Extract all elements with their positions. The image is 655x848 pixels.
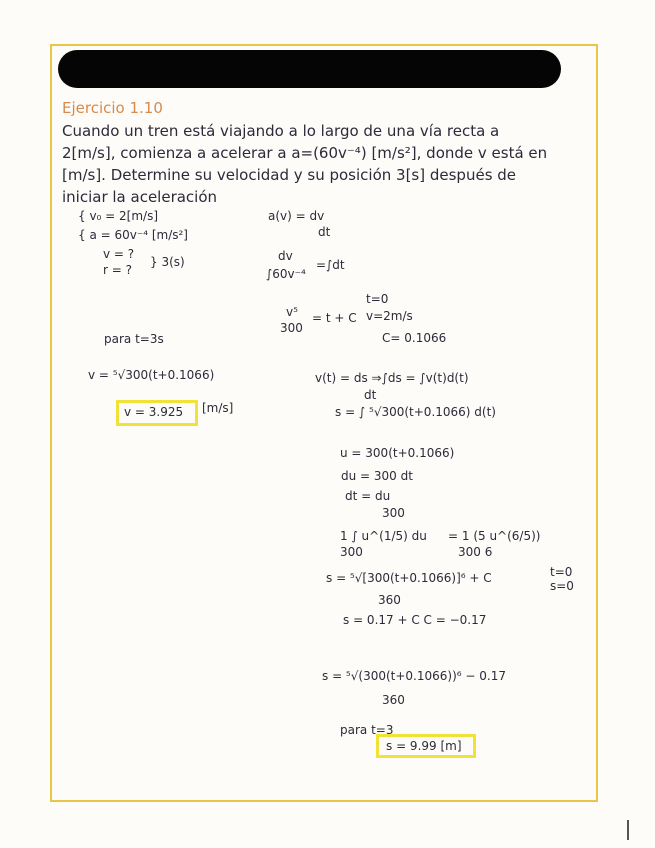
given-acceleration: { a = 60v⁻⁴ [m/s²] <box>78 228 188 242</box>
constant-c1: C= 0.1066 <box>382 331 447 345</box>
velocity-result: v = 3.925 <box>124 405 184 419</box>
ic-s: s=0 <box>550 579 574 593</box>
integral-u-right: = 1 (5 u^(6/5)) <box>448 529 541 543</box>
dt-expression: dt = du <box>345 489 391 503</box>
accel-def: a(v) = dv <box>268 209 325 223</box>
edge-mark <box>627 820 629 840</box>
velocity-formula: v = ⁵√300(t+0.1066) <box>88 368 215 382</box>
integral-num: dv <box>278 249 293 263</box>
integral-den: ∫60v⁻⁴ <box>266 267 306 281</box>
u-substitution: u = 300(t+0.1066) <box>340 446 455 460</box>
integral-rhs: =∫dt <box>316 258 345 272</box>
integral-u-left-den: 300 <box>340 545 363 559</box>
constant-c2: s = 0.17 + C C = −0.17 <box>343 613 487 627</box>
exercise-title: Ejercicio 1.10 <box>62 99 163 117</box>
redaction-bar <box>58 50 561 88</box>
position-result: s = 9.99 [m] <box>386 739 462 753</box>
ic-t: t=0 <box>366 292 389 306</box>
para-label-1: para t=3s <box>104 332 164 346</box>
position-general: s = ⁵√[300(t+0.1066)]⁶ + C <box>326 571 492 585</box>
integral-u-right-den: 300 6 <box>458 545 493 559</box>
integral-u-left: 1 ∫ u^(1/5) du <box>340 529 427 543</box>
accel-def-den: dt <box>318 225 331 239</box>
v5-rhs: = t + C <box>312 311 357 325</box>
position-general-den: 360 <box>378 593 401 607</box>
v5-num: v⁵ <box>286 305 298 319</box>
position-integral: s = ∫ ⁵√300(t+0.1066) d(t) <box>335 405 496 419</box>
v5-den: 300 <box>280 321 303 335</box>
unknown-velocity: v = ? <box>103 247 135 261</box>
unknown-time: } 3(s) <box>150 255 185 269</box>
problem-line-1: Cuando un tren está viajando a lo largo de una vía recta a <box>62 122 500 140</box>
velocity-derivative-den: dt <box>364 388 377 402</box>
unknown-position: r = ? <box>103 263 132 277</box>
dt-den: 300 <box>382 506 405 520</box>
problem-line-4: iniciar la aceleración <box>62 188 218 206</box>
position-final: s = ⁵√(300(t+0.1066))⁶ − 0.17 <box>322 669 506 683</box>
ic-t2: t=0 <box>550 565 573 579</box>
problem-line-3: [m/s]. Determine su velocidad y su posición 3[s] después de <box>62 166 517 184</box>
given-velocity: { v₀ = 2[m/s] <box>78 209 159 223</box>
ic-v: v=2m/s <box>366 309 413 323</box>
du-expression: du = 300 dt <box>341 469 413 483</box>
para-label-2: para t=3 <box>340 723 394 737</box>
velocity-unit: [m/s] <box>202 401 234 415</box>
position-final-den: 360 <box>382 693 405 707</box>
velocity-derivative: v(t) = ds ⇒∫ds = ∫v(t)d(t) <box>315 371 469 385</box>
problem-line-2: 2[m/s], comienza a acelerar a a=(60v⁻⁴) [m/s²], donde v está en <box>62 144 548 162</box>
